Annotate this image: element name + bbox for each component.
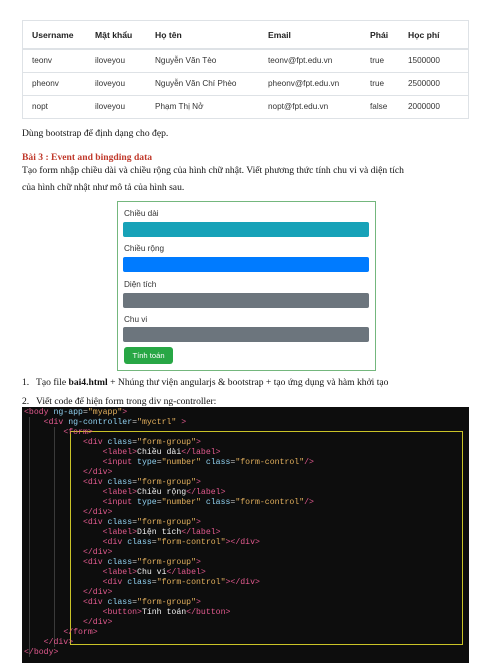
code-token: [24, 498, 103, 507]
code-token: "form-control": [156, 538, 226, 547]
code-token: <div: [43, 418, 69, 427]
table-cell: nopt@fpt.edu.vn: [259, 95, 361, 118]
table-cell: true: [370, 56, 385, 66]
table-cell: false: [361, 95, 399, 118]
table-cell: 2500000: [399, 72, 468, 95]
code-token: [24, 618, 83, 627]
code-line: [24, 578, 260, 588]
code-line: [24, 458, 314, 468]
code-token: </div>: [82, 548, 113, 557]
code-token: Chu vi: [137, 568, 167, 577]
description-line: Tạo form nhập chiều dài và chiều rộng của hình chữ nhật. Viết phương thức tính chu vi và diện tích: [22, 165, 404, 176]
code-token: </label>: [166, 568, 206, 577]
code-token: <form>: [63, 428, 93, 437]
code-token: ></div>: [225, 578, 260, 587]
code-token: />: [304, 458, 314, 467]
form-preview: [117, 201, 376, 371]
code-line: [24, 648, 58, 658]
table-cell: iloveyou: [86, 72, 146, 95]
column-header: Họ tên: [146, 21, 259, 49]
section-heading: Bài 3 : Event and bingding data: [22, 152, 153, 163]
column-header: Phái: [361, 21, 399, 49]
table-row: [23, 49, 468, 72]
code-line: [24, 568, 206, 578]
code-token: type: [137, 498, 157, 507]
code-token: [24, 608, 103, 617]
code-token: [24, 418, 44, 427]
table-cell: pheonv: [23, 72, 86, 95]
code-token: =: [156, 498, 162, 507]
code-token: <label>: [102, 528, 138, 537]
code-line: [24, 518, 201, 528]
perimeter-output: [123, 327, 369, 342]
code-token: <input: [102, 458, 138, 467]
code-token: class: [127, 538, 152, 547]
code-token: >: [122, 408, 128, 417]
code-token: <div: [82, 558, 108, 567]
code-line: [24, 418, 186, 428]
table-cell: pheonv@fpt.edu.vn: [259, 72, 361, 95]
length-input: [123, 222, 369, 237]
code-token: =: [151, 538, 157, 547]
column-header: Học phí: [399, 21, 468, 49]
calculate-button: Tính toán: [124, 347, 173, 364]
code-token: =: [132, 478, 138, 487]
code-token: </label>: [186, 488, 226, 497]
code-token: </button>: [186, 608, 231, 617]
table-cell: 2000000: [399, 95, 468, 118]
field-label: Chiều rộng: [124, 244, 165, 253]
code-line: [24, 598, 201, 608]
code-token: Chiều rộng: [137, 488, 187, 497]
code-block: [22, 407, 469, 663]
code-token: <body: [24, 408, 54, 417]
field-label: Diện tích: [124, 280, 157, 289]
code-token: />: [304, 498, 314, 507]
code-token: ng-controller: [68, 418, 133, 427]
code-token: type: [137, 458, 157, 467]
code-token: <button>: [102, 608, 142, 617]
code-token: [24, 468, 83, 477]
code-token: Chiều dài: [137, 448, 182, 457]
step-text: + Nhúng thư viện angularjs & bootstrap + tạo ứng dụng và hàm khởi tạo: [107, 377, 389, 388]
code-token: <div: [102, 578, 128, 587]
code-token: "myctrl": [137, 418, 177, 427]
code-token: [24, 528, 103, 537]
code-token: "form-control": [156, 578, 226, 587]
code-token: "form-group": [137, 558, 197, 567]
code-token: >: [196, 518, 201, 527]
code-token: =: [82, 408, 88, 417]
code-token: Diện tích: [137, 528, 182, 537]
table-cell: nopt: [23, 95, 86, 118]
code-token: class: [200, 458, 231, 467]
table-header-row: [23, 21, 468, 49]
code-line: [24, 498, 314, 508]
code-line: [24, 608, 230, 618]
code-token: class: [200, 498, 231, 507]
code-line: [24, 428, 93, 438]
table-cell: Nguyễn Văn Tèo: [155, 56, 217, 66]
code-token: ></div>: [225, 538, 260, 547]
code-line: [24, 448, 221, 458]
code-token: =: [132, 558, 138, 567]
code-token: </form>: [63, 628, 98, 637]
code-token: Tính toán: [141, 608, 187, 617]
code-line: [24, 618, 112, 628]
field-label: Chiều dài: [124, 209, 159, 218]
code-line: [24, 588, 112, 598]
column-header: Username: [23, 21, 86, 49]
table-cell: Phạm Thị Nở: [146, 95, 259, 118]
code-token: </div>: [82, 618, 113, 627]
code-token: [24, 568, 103, 577]
code-token: [24, 438, 83, 447]
code-token: <div: [82, 438, 108, 447]
bootstrap-note: Dùng bootstrap để định dạng cho đẹp.: [22, 128, 169, 139]
code-token: <label>: [102, 488, 138, 497]
code-token: class: [127, 578, 152, 587]
code-line: [24, 488, 225, 498]
list-number: 2.: [22, 396, 30, 407]
code-token: "form-group": [137, 478, 197, 487]
code-token: =: [132, 438, 138, 447]
table-row: [23, 95, 468, 118]
code-token: "form-control": [235, 458, 305, 467]
code-token: [24, 448, 103, 457]
table-row: [23, 72, 468, 95]
step-text: Viết code để hiện form trong div ng-controller:: [36, 396, 217, 407]
code-token: =: [132, 598, 138, 607]
area-output: [123, 293, 369, 308]
code-token: class: [107, 438, 133, 447]
code-token: "form-control": [235, 498, 305, 507]
users-table: [22, 20, 469, 119]
users-table-grid: [23, 21, 468, 118]
code-line: [24, 548, 112, 558]
code-token: class: [107, 598, 133, 607]
code-token: [24, 508, 83, 517]
width-input: [123, 257, 369, 272]
code-line: [24, 478, 201, 488]
code-token: "number": [161, 458, 201, 467]
code-token: [24, 638, 44, 647]
code-token: </div>: [43, 638, 74, 647]
code-line: [24, 638, 73, 648]
code-token: "form-group": [137, 518, 197, 527]
table-cell: teonv@fpt.edu.vn: [268, 56, 333, 66]
code-token: "form-group": [137, 438, 197, 447]
code-token: </div>: [82, 508, 113, 517]
code-token: <div: [82, 518, 108, 527]
code-token: [24, 548, 83, 557]
code-line: [24, 558, 201, 568]
code-token: "form-group": [137, 598, 197, 607]
code-token: [24, 588, 83, 597]
code-line: [24, 528, 221, 538]
code-token: [24, 628, 63, 637]
code-token: </label>: [181, 448, 221, 457]
list-number: 1.: [22, 377, 30, 388]
code-token: >: [196, 438, 201, 447]
code-line: [24, 408, 127, 418]
code-token: <div: [82, 478, 108, 487]
code-line: [24, 438, 201, 448]
code-token: >: [176, 418, 187, 427]
code-token: </label>: [181, 528, 221, 537]
code-token: [24, 578, 103, 587]
code-token: [24, 478, 83, 487]
code-token: <input: [102, 498, 138, 507]
table-cell: iloveyou: [86, 95, 146, 118]
code-token: [24, 538, 103, 547]
code-token: <label>: [102, 448, 138, 457]
table-cell: teonv: [32, 56, 53, 66]
step-filename: bai4.html: [68, 377, 108, 388]
table-cell: iloveyou: [95, 56, 126, 66]
code-token: >: [196, 558, 201, 567]
code-token: =: [132, 518, 138, 527]
code-token: class: [107, 558, 133, 567]
code-token: [24, 428, 63, 437]
list-item: [22, 376, 388, 389]
code-token: =: [230, 458, 236, 467]
column-header: Email: [259, 21, 361, 49]
step-text: Tạo file: [36, 377, 69, 388]
code-token: [24, 458, 103, 467]
code-token: <label>: [102, 568, 138, 577]
code-line: [24, 628, 98, 638]
code-line: [24, 468, 112, 478]
code-token: [24, 558, 83, 567]
table-cell: true: [361, 72, 399, 95]
code-token: class: [107, 518, 133, 527]
column-header: Mật khẩu: [86, 21, 146, 49]
code-token: </body>: [24, 648, 59, 657]
code-token: "myapp": [87, 408, 123, 417]
table-cell: Nguyễn Văn Chí Phèo: [146, 72, 259, 95]
code-token: [24, 488, 103, 497]
code-token: </div>: [82, 588, 113, 597]
code-token: <div: [82, 598, 108, 607]
code-token: "number": [161, 498, 201, 507]
code-line: [24, 508, 112, 518]
code-token: >: [196, 598, 201, 607]
code-token: [24, 598, 83, 607]
code-token: ng-app: [53, 408, 83, 417]
code-token: </div>: [82, 468, 113, 477]
code-token: [24, 518, 83, 527]
code-token: <div: [102, 538, 128, 547]
code-token: =: [151, 578, 157, 587]
code-token: =: [132, 418, 138, 427]
code-token: =: [156, 458, 162, 467]
field-label: Chu vi: [124, 315, 148, 324]
code-token: >: [196, 478, 201, 487]
code-token: =: [230, 498, 236, 507]
code-line: [24, 538, 260, 548]
code-token: class: [107, 478, 133, 487]
table-cell: 1500000: [408, 56, 440, 66]
description-line: của hình chữ nhật như mô tả của hình sau.: [22, 182, 185, 193]
